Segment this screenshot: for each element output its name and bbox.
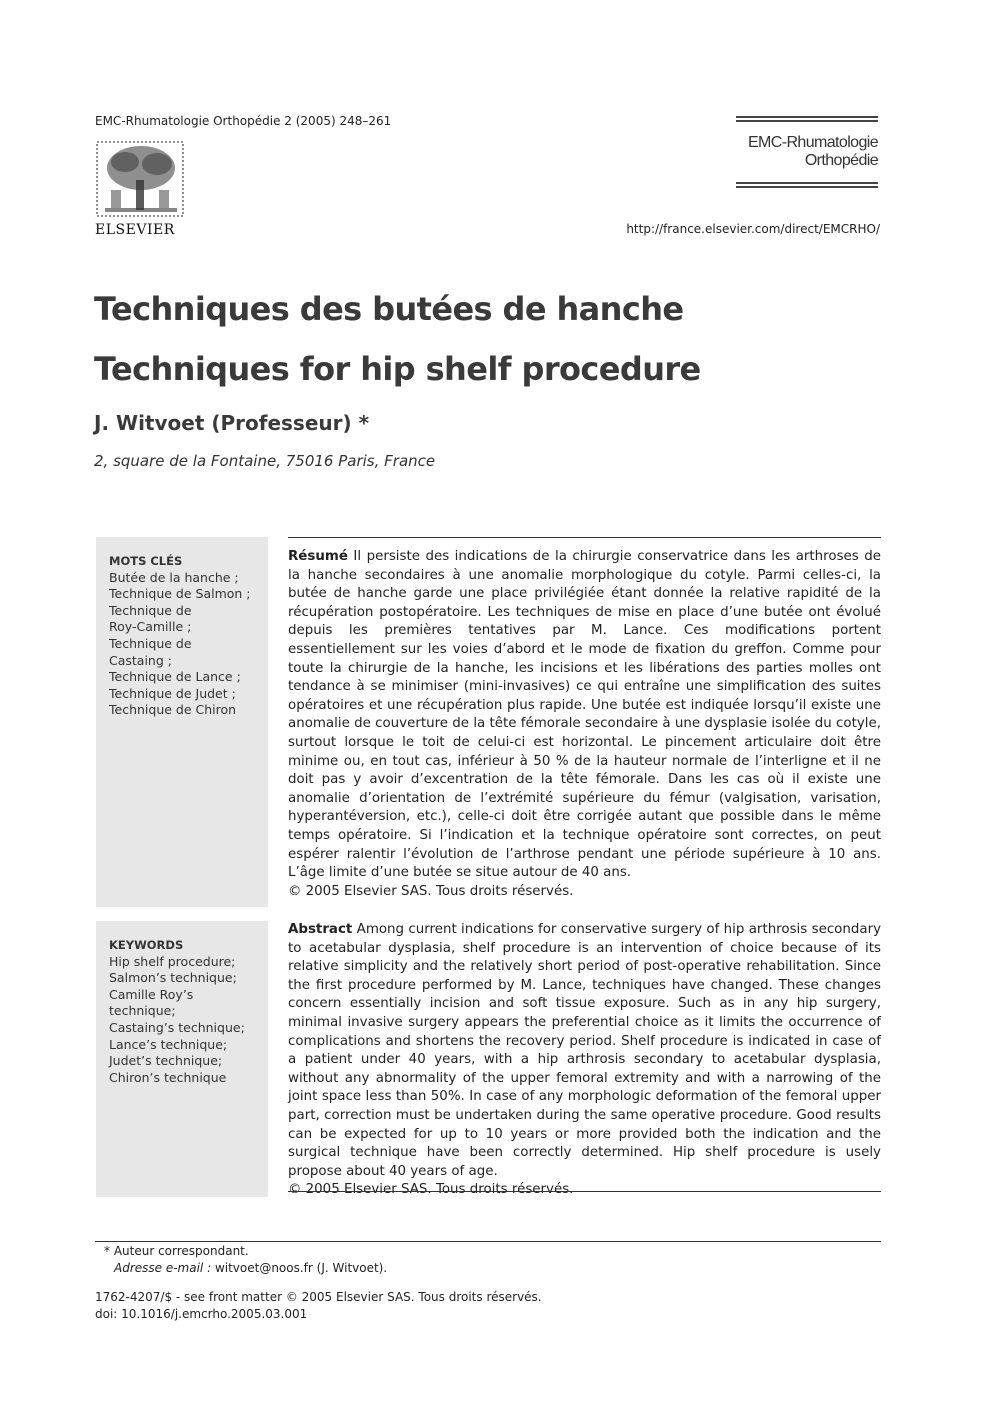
keyword-fr: Technique de [109, 635, 192, 651]
abstract-section [288, 921, 881, 1200]
resume-section [288, 548, 881, 901]
brand-line-1: EMC-Rhumatologie [747, 134, 878, 151]
brand-rule-bottom [736, 182, 878, 188]
keyword-fr: Technique de Chiron [109, 702, 237, 718]
abstract-copyright: © 2005 Elsevier SAS. Tous droits réservés. [288, 1182, 574, 1198]
brand-line-2: Orthopédie [804, 152, 878, 169]
resume-label: Résumé [288, 549, 348, 564]
issn-line: 1762-4207/$ - see front matter © 2005 Elsevier SAS. Tous droits réservés. [95, 1290, 542, 1304]
keyword-en: technique; [109, 1003, 176, 1019]
abstract-top-rule [288, 537, 881, 538]
doi-line[interactable]: doi: 10.1016/j.emcrho.2005.03.001 [95, 1307, 308, 1321]
keyword-fr: Roy-Camille ; [109, 619, 192, 635]
keyword-fr: Technique de [109, 602, 192, 618]
keyword-en: Chiron’s technique [109, 1069, 227, 1085]
keyword-en: Castaing’s technique; [109, 1019, 245, 1035]
journal-brand [736, 116, 878, 188]
brand-name [736, 122, 878, 182]
keyword-en: Salmon’s technique; [109, 970, 237, 986]
keyword-fr: Castaing ; [109, 652, 172, 668]
keyword-en: Hip shelf procedure; [109, 953, 236, 969]
resume-copyright: © 2005 Elsevier SAS. Tous droits réservés. [288, 883, 574, 899]
abstract-bottom-rule [288, 1191, 881, 1192]
keywords-en-heading: KEYWORDS [109, 938, 184, 952]
keywords-fr-heading: MOTS CLÉS [109, 554, 183, 568]
keyword-fr: Technique de Lance ; [109, 669, 241, 685]
keyword-fr: Butée de la hanche ; [109, 569, 239, 585]
footnote-rule [95, 1241, 881, 1242]
journal-url-link[interactable]: http://france.elsevier.com/direct/EMCRHO/ [626, 222, 880, 236]
keyword-fr: Technique de Salmon ; [109, 586, 251, 602]
resume-text: Il persiste des indications de la chirurgie conservatrice dans les arthroses de la hanche secondaires à une anomalie morphologique du cotyle. Parmi celles-ci, la butée de hanche garde une place privilégiée étant donnée la relative rapidité de la récupération postopératoire. Les techniques de mise en place d’une butée ont évolué depuis les premières tentatives par M. Lance. Ces modifications portent essentiellement sur les voies d’abord et le mode de fixation du greffon. Comme pour toute la chirurgie de la hanche, les incisions et les libérations des parties molles ont tendance à se minimiser (mini-invasives) ce qui entraîne une simplification des suites opératoires et une récupération plus rapide. Une butée est indiquée lorsqu’il existe une anomalie de couverture de la tête fémorale secondaire à une dysplasie isolée du cotyle, surtout lorsque le toit de celui-ci est horizontal. Le pincement articulaire doit être minime ou, en tout cas, inférieur à 50 % de la hauteur normale de l’interligne et il ne doit pas y avoir d’excentration de la tête fémorale. Dans les cas où il existe une anomalie d’orientation de l’extrémité supérieure du fémur (valgisation, varisation, hyperantéversion, etc.), celle-ci doit être corrigée autant que possible dans le même temps opératoire. Si l’indication et la technique opératoire sont correctes, on peut espérer ralentir l’évolution de l’arthrose pendant une période supérieure à 10 ans. L’âge limite d’une butée se situe autour de 40 ans. [288, 549, 881, 881]
keywords-fr-box [96, 537, 268, 907]
keyword-fr: Technique de Judet ; [109, 685, 236, 701]
email-note [114, 1261, 387, 1275]
elsevier-logo [95, 140, 187, 238]
keyword-en: Camille Roy’s [109, 986, 194, 1002]
author-name: J. Witvoet (Professeur) * [94, 411, 370, 435]
title-english: Techniques for hip shelf procedure [94, 350, 701, 388]
tree-logo-icon [95, 140, 187, 220]
title-french: Techniques des butées de hanche [94, 290, 684, 328]
corresponding-author-note: * Auteur correspondant. [104, 1244, 249, 1258]
elsevier-wordmark: ELSEVIER [95, 222, 175, 238]
keywords-en-box [96, 921, 268, 1197]
abstract-label: Abstract [288, 922, 353, 937]
keyword-en: Judet’s technique; [109, 1053, 223, 1069]
email-link[interactable]: witvoet@noos.fr (J. Witvoet). [211, 1261, 388, 1275]
email-label: Adresse e-mail : [114, 1261, 212, 1275]
abstract-text: Among current indications for conservative surgery of hip arthrosis secondary to acetabular dysplasia, shelf procedure is an intervention of choice because of its relative simplicity and the relatively short period of post-operative rehabilitation. Since the first procedure performed by M. Lance, techniques have changed. These changes concern essentially incision and soft tissue exposure. Such as in any hip surgery, minimal invasive surgery appears the preferential choice as it limits the occurrence of complications and shortens the recovery period. Shelf procedure is indicated in case of a patient under 40 years, with a hip arthrosis secondary to acetabular dysplasia, without any abnormality of the upper femoral extremity and with a narrowing of the joint space less than 50%. In case of any morphologic deformation of the femoral upper part, correction must be undertaken during the same operative procedure. Good results can be expected for up to 10 years or more provided both the indication and the surgical technique have been correctly determined. Hip shelf procedure is usely propose about 40 years of age. [288, 922, 881, 1179]
keyword-en: Lance’s technique; [109, 1036, 228, 1052]
journal-reference: EMC-Rhumatologie Orthopédie 2 (2005) 248–261 [95, 114, 392, 128]
author-affiliation: 2, square de la Fontaine, 75016 Paris, France [94, 452, 436, 470]
